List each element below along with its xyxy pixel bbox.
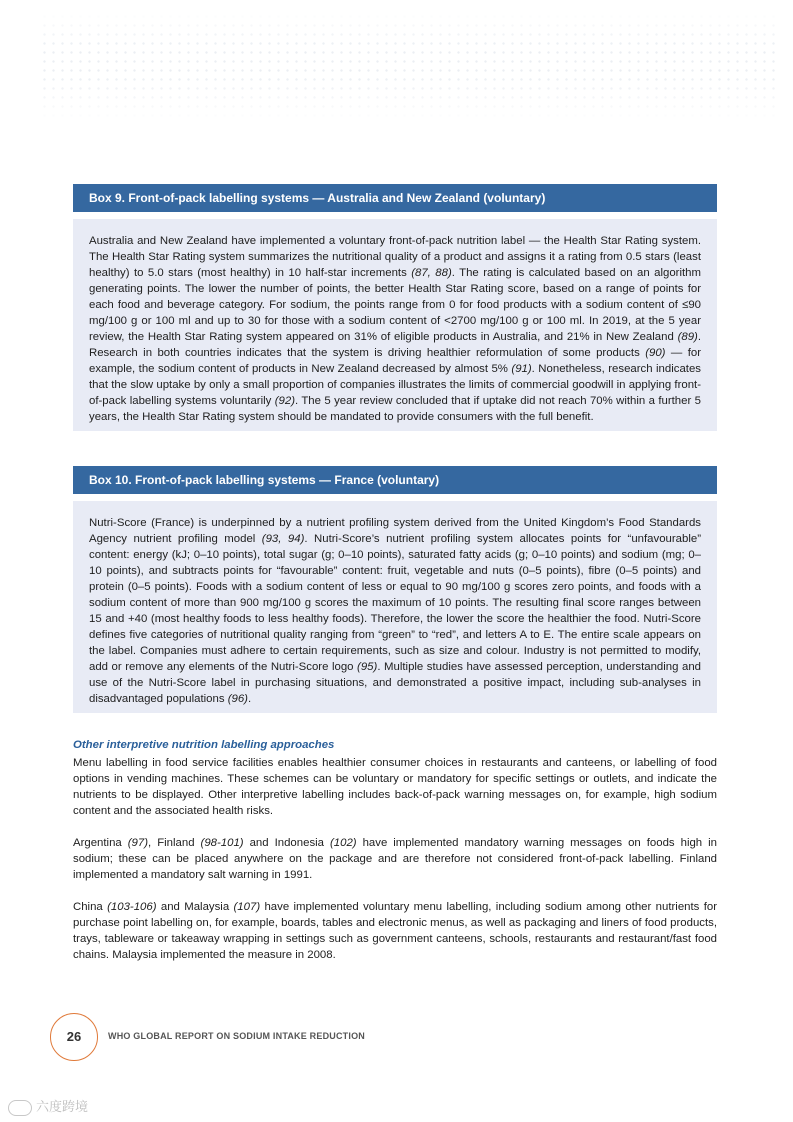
- citation-ref: (97): [127, 837, 149, 849]
- citation-ref: (92): [274, 395, 295, 407]
- citation-ref: (89): [677, 331, 698, 343]
- box-9-title: Box 9. Front-of-pack labelling systems — Australia and New Zealand (voluntary): [73, 184, 717, 212]
- box-10-paragraph: [89, 515, 701, 707]
- text-run: Argentina: [73, 837, 128, 849]
- box-9-body: [73, 219, 717, 431]
- citation-ref: (90): [645, 347, 666, 359]
- box-9-paragraph: [89, 233, 701, 425]
- citation-ref: (91): [511, 363, 532, 375]
- text-run: . Nutri-Score’s nutrient profiling system allocates points for “unfavourable” content: energy (kJ; 0–10 points), total sugar (g; 0–10 points), saturated fatty acids (g; 0–10 points) and sodium (mg; 0–10 points), and subtracts points for “favourable” content: fruit, vegetable and nuts (0–5 points), fibre (0–5 points) and protein (0–5 points). Foods with a sodium content of less or equal to 90 mg/100 g scores zero points, and foods with a sodium content of more than 900 mg/100 g scores the maximum of 10 points. The resulting final score ranges between 15 and +40 (most healthy foods to less healthy foods). Therefore, the lower the score the healthier the food. Nutri-Score defines five categories of nutritional quality ranging from “green” to “red”, and letters A to E. The entire scale appears on the label. Companies must adhere to certain requirements, such as size and colour. Industry is not permitted to modify, add or remove any elements of the Nutri-Score logo: [89, 533, 701, 673]
- section-other-labelling: [73, 737, 717, 963]
- text-run: . Nonetheless, research indicates that the slow uptake by only a small proportion of companies illustrates the limits of commercial goodwill in applying front-of-pack labelling systems voluntarily: [89, 363, 701, 407]
- box-10-body: [73, 501, 717, 713]
- watermark-text: 六度跨境: [36, 1099, 89, 1114]
- citation-ref: (103-106): [107, 901, 157, 913]
- paragraph-menu-labelling: [73, 755, 717, 819]
- citation-ref: (87, 88): [411, 267, 452, 279]
- text-run: have implemented mandatory warning messages on foods high in sodium; these can be placed anywhere on the package and are therefore not considered front-of-pack labelling. Finland implemented a mandatory salt warning in 1991.: [73, 837, 717, 881]
- text-run: and Malaysia: [156, 901, 234, 913]
- box-9: [73, 184, 717, 431]
- text-run: have implemented voluntary menu labelling, including sodium among other nutrients for purchase point labelling on, for example, boards, tables and electronic menus, as well as packaging and liners of food products, trays, tableware or takeaway wrapping in settings such as government canteens, schools, restaurants and restaurant/fast food chains. Malaysia implemented the measure in 2008.: [73, 901, 717, 961]
- text-run: . The rating is calculated based on an algorithm generating points. The lower the number of points, the better Health Star Rating score, based on a range of points for each food and beverage category. For sodium, the points range from 0 for food products with a sodium content of ≤90 mg/100 g or 100 ml and up to 30 for those with a sodium content of <2700 mg/100 g or 100 ml. In 2019, at the 5 year review, the Health Star Rating system appeared on 31% of eligible products in Australia, and 21% in New Zealand: [89, 267, 701, 343]
- citation-ref: (107): [233, 901, 261, 913]
- text-run: — for example, the sodium content of products in New Zealand decreased by almost 5%: [89, 347, 701, 375]
- citation-ref: (95): [357, 661, 378, 673]
- text-run: Menu labelling in food service facilities enables healthier consumer choices in restaurants and canteens, or labelling of food options in vending machines. These schemes can be voluntary or mandatory for specific settings or outlets, and indicate the nutrients to be displayed. Other interpretive labelling includes back-of-pack warning messages on, for example, high sodium content and the associated health risks.: [73, 757, 717, 817]
- section-heading: Other interpretive nutrition labelling approaches: [73, 739, 335, 751]
- text-run: China: [73, 901, 108, 913]
- paragraph-warning-messages: [73, 835, 717, 883]
- page-number: 26: [50, 1013, 98, 1061]
- citation-ref: (93, 94): [261, 533, 305, 545]
- box-10-title: Box 10. Front-of-pack labelling systems — France (voluntary): [73, 466, 717, 494]
- paragraph-menu-labelling-asia: [73, 899, 717, 963]
- text-run: . Research in both countries indicates that the system is driving healthier reformulation of some products: [89, 331, 701, 359]
- watermark-logo-icon: [8, 1100, 32, 1116]
- text-run: and Indonesia: [243, 837, 330, 849]
- box-10: [73, 466, 717, 713]
- text-run: .: [247, 693, 252, 705]
- citation-ref: (96): [227, 693, 248, 705]
- watermark: [8, 1096, 88, 1116]
- text-run: . Multiple studies have assessed perception, understanding and use of the Nutri-Score label in purchasing situations, and demonstrated a positive impact, including sub-analyses in disadvantaged populations: [89, 661, 701, 705]
- citation-ref: (102): [330, 837, 357, 849]
- text-run: . The 5 year review concluded that if uptake did not reach 70% within a further 5 years, the Health Star Rating system should be mandated to provide consumers with the full benefit.: [89, 395, 701, 423]
- report-title: WHO GLOBAL REPORT ON SODIUM INTAKE REDUCTION: [108, 1031, 365, 1041]
- text-run: Australia and New Zealand have implemented a voluntary front-of-pack nutrition label — the Health Star Rating system. The Health Star Rating system summarizes the nutritional quality of a product and assigns it a rating from 0.5 stars (least healthy) to 5.0 stars (most healthy) in 10 half-star increments: [89, 235, 701, 279]
- decorative-dot-pattern: [40, 12, 780, 122]
- text-run: Nutri-Score (France) is underpinned by a nutrient profiling system derived from the United Kingdom’s Food Standards Agency nutrient profiling model: [89, 517, 701, 545]
- text-run: , Finland: [148, 837, 201, 849]
- citation-ref: (98-101): [200, 837, 244, 849]
